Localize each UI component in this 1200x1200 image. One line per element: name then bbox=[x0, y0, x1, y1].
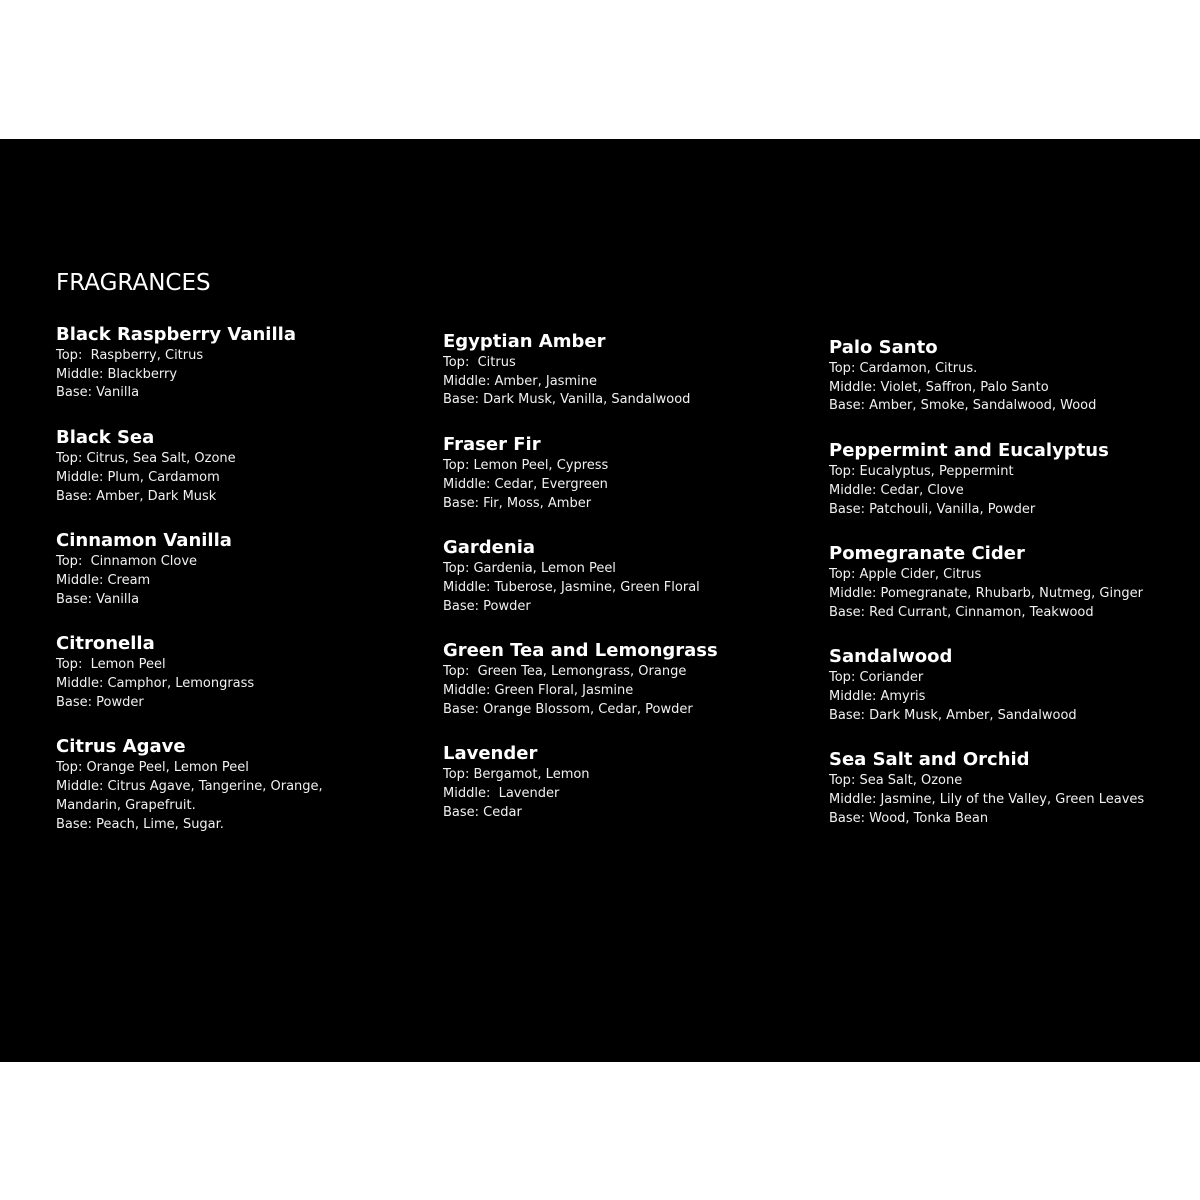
base-notes: Base: Vanilla bbox=[56, 591, 140, 607]
fragrance-name: Citrus Agave bbox=[56, 736, 186, 758]
fragrance-name: Egyptian Amber bbox=[443, 331, 606, 352]
middle-notes: Middle: Lavender bbox=[443, 786, 560, 802]
base-notes: Base: Wood, Tonka Bean bbox=[829, 810, 989, 826]
top-notes: Top: Lemon Peel, Cypress bbox=[443, 458, 609, 474]
middle-notes: Middle: Jasmine, Lily of the Valley, Green Leaves bbox=[829, 792, 1145, 808]
fragrance-name: Black Sea bbox=[56, 427, 155, 449]
middle-notes: Middle: Plum, Cardamom bbox=[56, 469, 220, 485]
base-notes: Base: Fir, Moss, Amber bbox=[443, 495, 592, 511]
fragrance-name: Black Raspberry Vanilla bbox=[56, 324, 296, 345]
base-notes: Base: Powder bbox=[443, 598, 531, 614]
fragrance-column-1 bbox=[56, 323, 406, 834]
top-notes: Top: Apple Cider, Citrus bbox=[829, 567, 982, 583]
fragrance-column-2 bbox=[443, 330, 793, 823]
base-notes: Base: Amber, Dark Musk bbox=[56, 488, 217, 504]
fragrance-name: Gardenia bbox=[443, 537, 536, 559]
top-notes: Top: Bergamot, Lemon bbox=[443, 767, 590, 783]
fragrance-entry bbox=[829, 645, 1179, 725]
middle-notes: Middle: Tuberose, Jasmine, Green Floral bbox=[443, 579, 700, 595]
fragrance-entry bbox=[56, 426, 406, 506]
middle-notes: Middle: Citrus Agave, Tangerine, Orange, Mandarin, Grapefruit. bbox=[56, 779, 323, 813]
base-notes: Base: Orange Blossom, Cedar, Powder bbox=[443, 701, 693, 717]
fragrance-entry bbox=[56, 529, 406, 609]
fragrance-entry bbox=[443, 433, 793, 513]
top-notes: Top: Raspberry, Citrus bbox=[56, 348, 204, 363]
fragrance-name: Fraser Fir bbox=[443, 434, 541, 456]
base-notes: Base: Red Currant, Cinnamon, Teakwood bbox=[829, 604, 1094, 620]
base-notes: Base: Dark Musk, Amber, Sandalwood bbox=[829, 707, 1077, 723]
fragrance-name: Palo Santo bbox=[829, 337, 938, 358]
fragrance-name: Peppermint and Eucalyptus bbox=[829, 440, 1109, 462]
fragrance-entry bbox=[829, 336, 1179, 416]
middle-notes: Middle: Blackberry bbox=[56, 366, 178, 382]
page-title: FRAGRANCES bbox=[56, 270, 211, 296]
top-notes: Top: Sea Salt, Ozone bbox=[829, 773, 963, 789]
fragrance-entry bbox=[829, 542, 1179, 622]
fragrance-name: Cinnamon Vanilla bbox=[56, 530, 232, 552]
base-notes: Base: Vanilla bbox=[56, 385, 140, 401]
fragrance-entry bbox=[443, 639, 793, 719]
top-notes: Top: Lemon Peel bbox=[56, 657, 166, 673]
fragrance-entry bbox=[443, 330, 793, 410]
top-notes: Top: Coriander bbox=[829, 670, 924, 686]
middle-notes: Middle: Green Floral, Jasmine bbox=[443, 683, 634, 699]
fragrance-name: Sea Salt and Orchid bbox=[829, 749, 1030, 771]
fragrance-entry bbox=[443, 536, 793, 616]
top-notes: Top: Orange Peel, Lemon Peel bbox=[56, 760, 249, 776]
middle-notes: Middle: Pomegranate, Rhubarb, Nutmeg, Ginger bbox=[829, 585, 1143, 601]
top-notes: Top: Cinnamon Clove bbox=[56, 554, 198, 570]
fragrance-name: Sandalwood bbox=[829, 646, 953, 668]
fragrance-entry bbox=[829, 748, 1179, 828]
top-notes: Top: Citrus, Sea Salt, Ozone bbox=[56, 451, 236, 467]
middle-notes: Middle: Cedar, Clove bbox=[829, 482, 964, 498]
top-notes: Top: Gardenia, Lemon Peel bbox=[443, 561, 616, 577]
fragrance-column-3 bbox=[829, 336, 1179, 829]
base-notes: Base: Powder bbox=[56, 694, 144, 710]
fragrance-entry bbox=[56, 735, 406, 834]
base-notes: Base: Amber, Smoke, Sandalwood, Wood bbox=[829, 398, 1097, 414]
fragrance-entry bbox=[56, 632, 406, 712]
middle-notes: Middle: Amber, Jasmine bbox=[443, 373, 597, 389]
base-notes: Base: Peach, Lime, Sugar. bbox=[56, 816, 224, 832]
fragrance-panel bbox=[0, 139, 1200, 1062]
top-notes: Top: Cardamon, Citrus. bbox=[829, 361, 978, 376]
fragrance-name: Pomegranate Cider bbox=[829, 543, 1025, 565]
top-notes: Top: Citrus bbox=[443, 355, 516, 370]
base-notes: Base: Cedar bbox=[443, 804, 522, 820]
middle-notes: Middle: Violet, Saffron, Palo Santo bbox=[829, 379, 1049, 395]
fragrance-name: Citronella bbox=[56, 633, 155, 655]
middle-notes: Middle: Camphor, Lemongrass bbox=[56, 676, 255, 692]
base-notes: Base: Patchouli, Vanilla, Powder bbox=[829, 501, 1036, 517]
fragrance-entry bbox=[56, 323, 406, 403]
base-notes: Base: Dark Musk, Vanilla, Sandalwood bbox=[443, 392, 691, 408]
fragrance-entry bbox=[443, 742, 793, 822]
top-notes: Top: Eucalyptus, Peppermint bbox=[829, 464, 1014, 480]
top-notes: Top: Green Tea, Lemongrass, Orange bbox=[443, 664, 687, 680]
fragrance-entry bbox=[829, 439, 1179, 519]
middle-notes: Middle: Cedar, Evergreen bbox=[443, 476, 608, 492]
middle-notes: Middle: Amyris bbox=[829, 689, 926, 705]
fragrance-name: Lavender bbox=[443, 743, 538, 765]
fragrance-name: Green Tea and Lemongrass bbox=[443, 640, 718, 662]
middle-notes: Middle: Cream bbox=[56, 572, 151, 588]
